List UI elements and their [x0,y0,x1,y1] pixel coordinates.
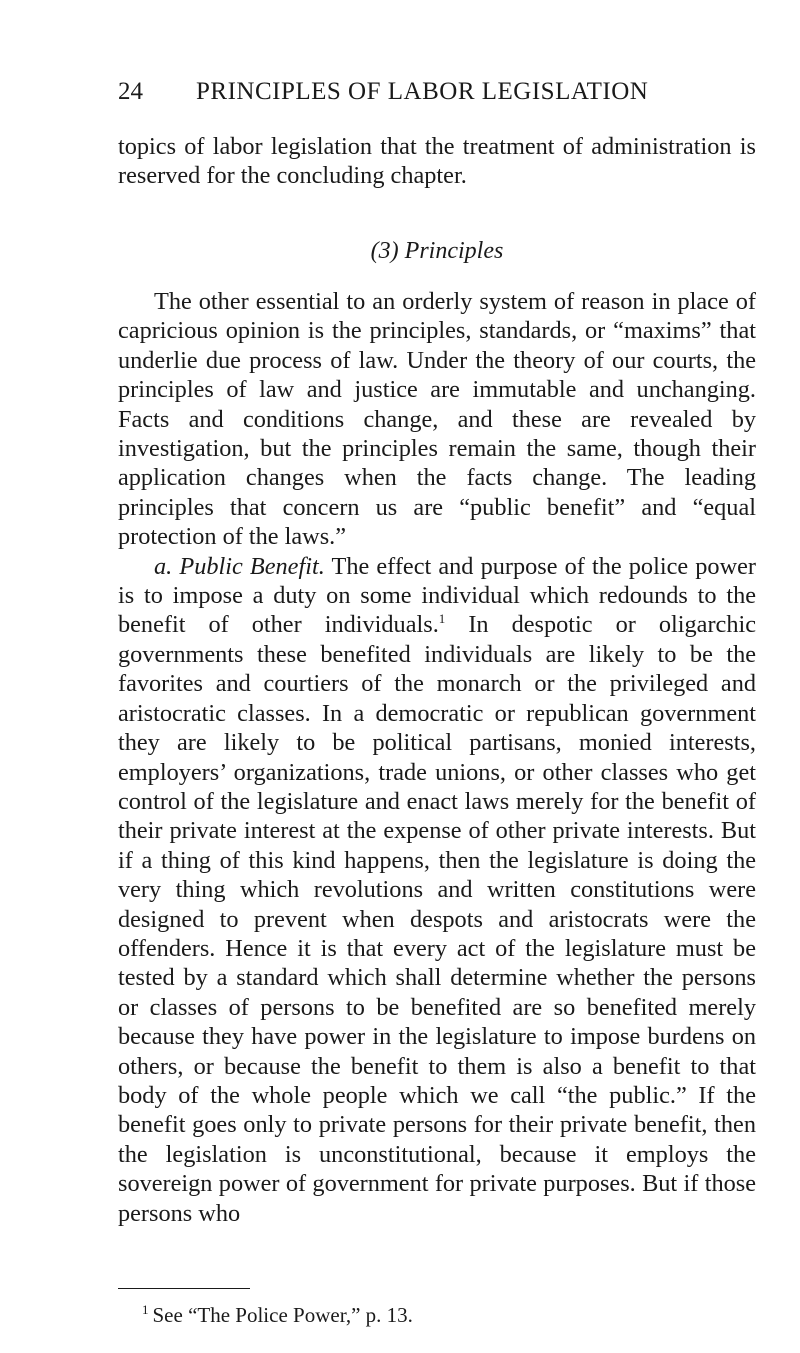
page-header [118,78,758,106]
paragraph-public-benefit [118,552,756,1228]
paragraph-text-b: In despotic or oligarchic governments these benefited individuals are likely to be the favorites and courtiers of the monarch or the privileged and aristocratic classes. In a democratic or republican government they are likely to be political partisans, monied interests, employers’ organizations, trade unions, or other classes who get control of the legislature and enact laws merely for the benefit of their private interest at the expense of other private interests. But if a thing of this kind happens, then the legislature is doing the very thing which revolutions and written constitutions were designed to prevent when despots and aristocrats were the offenders. Hence it is that every act of the legislature must be tested by a standard which shall determine whether the persons or classes of persons to be benefited are so benefited merely because they have power in the legislature to impose burdens on others, or because the benefit to them is also a benefit to that body of the whole people which we call “the public.” If the benefit goes only to private persons for their private benefit, then the legislation is unconstitutional, because it employs the sovereign power of government for private purposes. But if those persons who [118,611,757,1227]
paragraph-principles: The other essential to an orderly system of reason in place of capricious opinion is the principles, standards, or “maxims” that underlie due process of law. Under the theory of our courts, the principles of law and justice are immutable and unchanging. Facts and conditions change, and these are revealed by investigation, but the principles remain the same, though their application changes when the facts change. The leading principles that concern us are “public benefit” and “equal protection of the laws.” [118,288,756,551]
intro-block [118,132,756,191]
page-number: 24 [118,78,143,105]
intro-paragraph: topics of labor legislation that the treatment of administration is reserved for the concluding chapter. [118,133,756,190]
paragraph-text-a: The effect and purpose of the police power is to impose a duty on some individual which redounds to the benefit of other individuals. [118,552,756,639]
footnote-reference[interactable]: 1 [438,611,446,627]
footnote-divider [118,1288,250,1289]
footnote-text: See “The Police Power,” p. 13. [152,1303,413,1327]
section-heading: (3) Principles [370,238,504,264]
footnote-marker: 1 [142,1302,149,1317]
footnote [142,1297,413,1328]
subsection-heading: a. Public Benefit. [154,552,325,580]
body-text [118,287,756,1228]
running-head: PRINCIPLES OF LABOR LEGISLATION [196,78,649,105]
